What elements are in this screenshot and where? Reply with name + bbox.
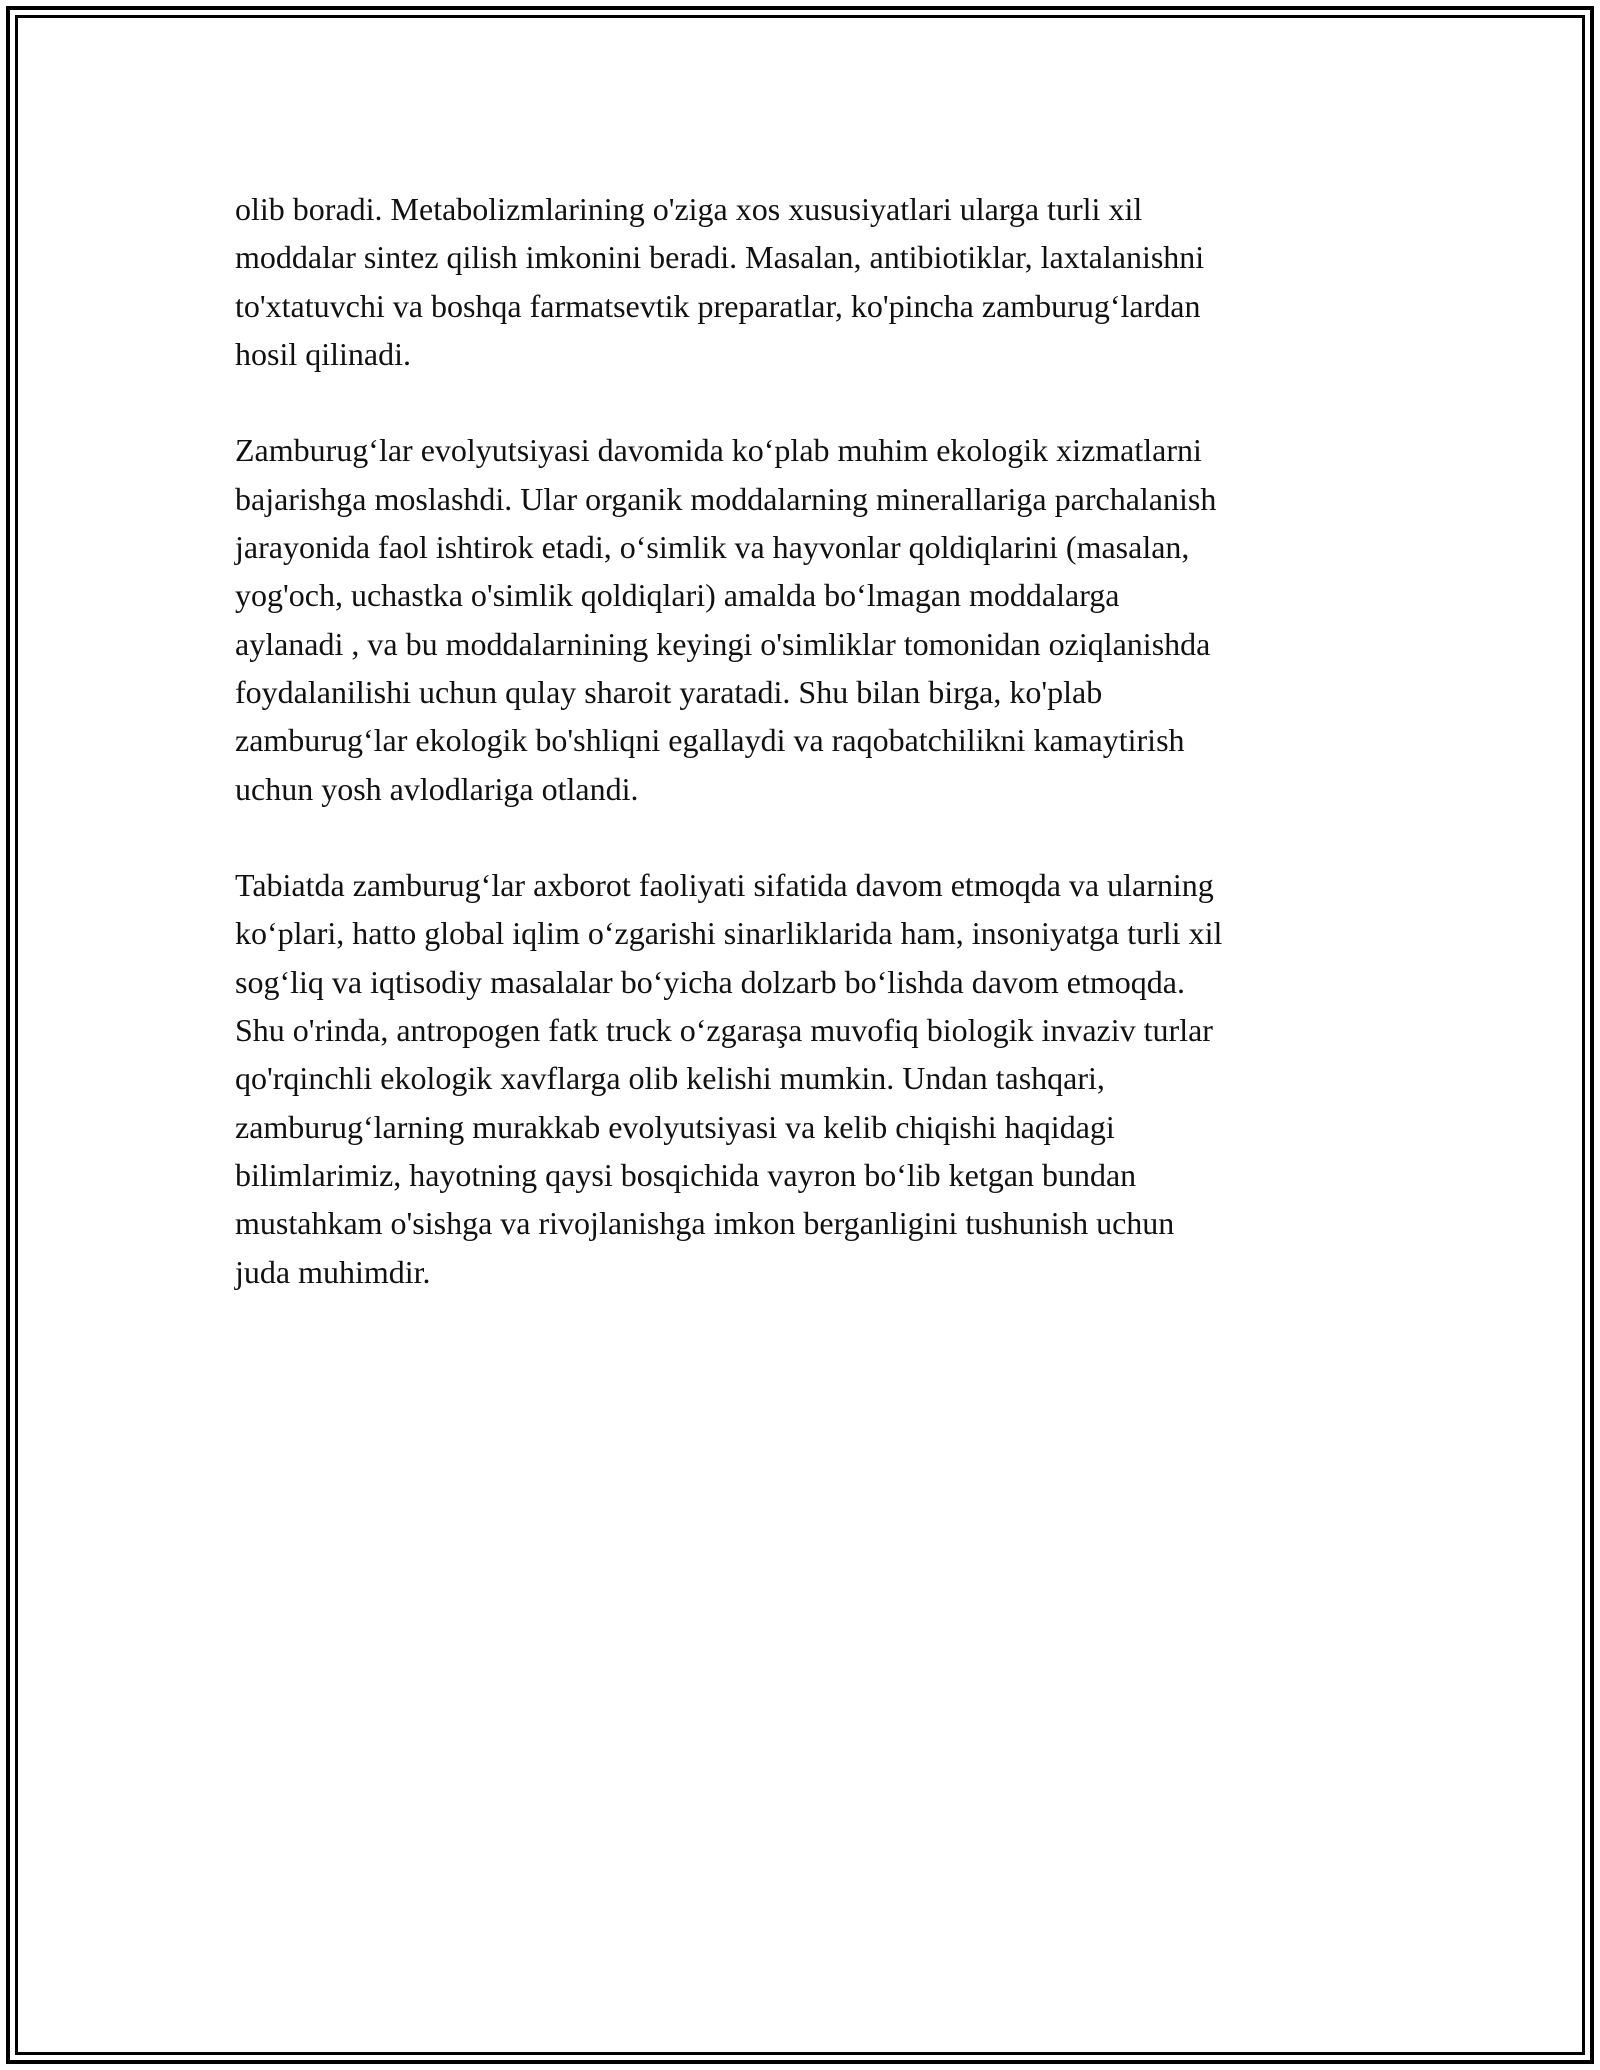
text-line: olib boradi. Metabolizmlarining o'ziga xos xususiyatlari ularga turli xil [235, 191, 1143, 227]
text-line: qo'rqinchli ekologik xavflarga olib kelishi mumkin. Undan tashqari, [235, 1060, 1105, 1097]
text-line: zamburug‘lar ekologik bo'shliqni egallaydi va raqobatchilikni kamaytirish [235, 722, 1185, 759]
text-line: Shu o'rinda, antropogen fatk truck o‘zgaraşa muvofiq biologik invaziv turlar [235, 1012, 1213, 1049]
text-line: Zamburug‘lar evolyutsiyasi davomida ko‘plab muhim ekologik xizmatlarni [235, 432, 1202, 469]
text-line: bajarishga moslashdi. Ular organik moddalarning minerallariga parchalanish [235, 480, 1217, 517]
text-line: aylanadi , va bu moddalarnining keyingi o'simliklar tomonidan oziqlanishda [235, 625, 1211, 662]
text-line: uchun yosh avlodlariga otlandi. [235, 770, 639, 807]
text-line: yog'och, uchastka o'simlik qoldiqlari) amalda bo‘lmagan moddalarga [235, 577, 1120, 614]
paragraph-2 [235, 426, 1375, 812]
text-line: zamburug‘larning murakkab evolyutsiyasi va kelib chiqishi haqidagi [235, 1108, 1115, 1145]
document-body [235, 185, 1375, 1344]
text-line: foydalanilishi uchun qulay sharoit yaratadi. Shu bilan birga, ko'plab [235, 673, 1103, 710]
text-line: Tabiatda zamburug‘lar axborot faoliyati sifatida davom etmoqda va ularning [235, 867, 1214, 904]
text-line: mustahkam o'sishga va rivojlanishga imkon berganligini tushunish uchun [235, 1205, 1175, 1242]
text-line: jarayonida faol ishtirok etadi, o‘simlik va hayvonlar qoldiqlarini (masalan, [235, 529, 1190, 566]
text-line: ko‘plari, hatto global iqlim o‘zgarishi sinarliklarida ham, insoniyatga turli xil [235, 915, 1223, 952]
text-line: to'xtatuvchi va boshqa farmatsevtik preparatlar, ko'pincha zamburug‘lardan [235, 287, 1201, 324]
text-line: hosil qilinadi. [235, 335, 411, 372]
paragraph-3 [235, 861, 1375, 1296]
text-line: juda muhimdir. [235, 1253, 431, 1290]
paragraph-1 [235, 185, 1375, 378]
text-line: bilimlarimiz, hayotning qaysi bosqichida vayron bo‘lib ketgan bundan [235, 1156, 1137, 1193]
text-line: moddalar sintez qilish imkonini beradi. Masalan, antibiotiklar, laxtalanishni [235, 239, 1205, 276]
text-line: sog‘liq va iqtisodiy masalalar bo‘yicha dolzarb bo‘lishda davom etmoqda. [235, 963, 1185, 1000]
